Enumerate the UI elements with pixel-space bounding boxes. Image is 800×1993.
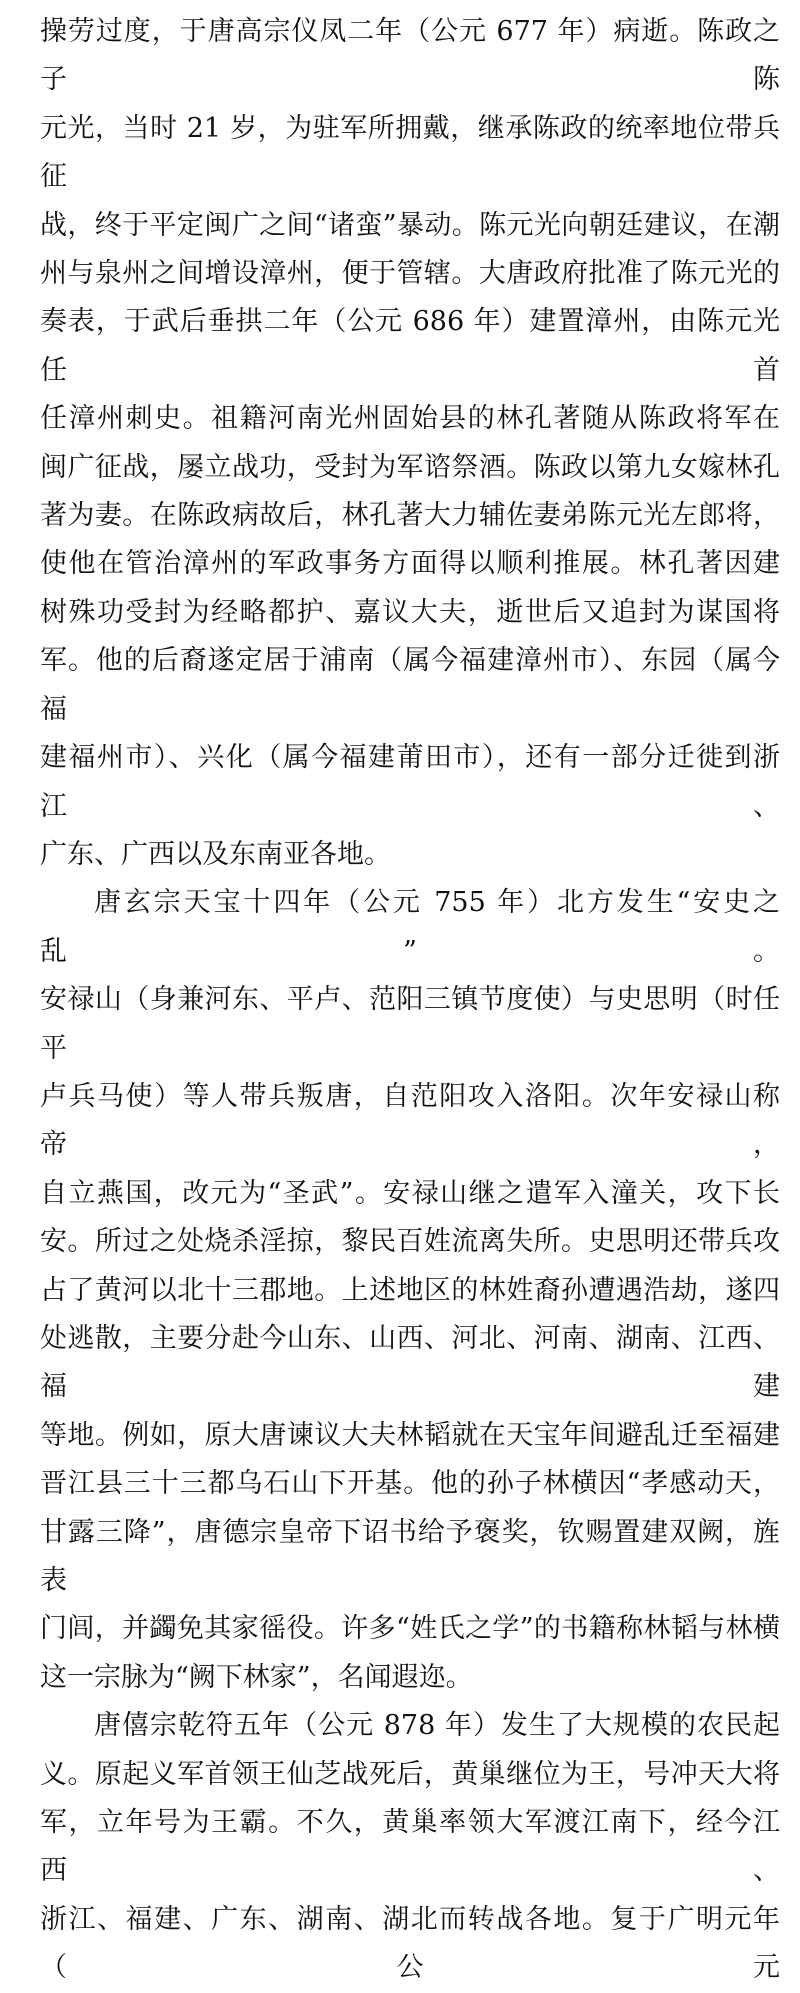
text-line: 使他在管治漳州的军政事务方面得以顺利推展。林孔著因建 bbox=[40, 548, 780, 580]
text-line: 安。所过之处烧杀淫掠，黎民百姓流离失所。史思明还带兵攻 bbox=[40, 1226, 780, 1258]
text-line: 占了黄河以北十三郡地。上述地区的林姓裔孙遭遇浩劫，遂四 bbox=[40, 1274, 780, 1306]
text-line: 军，立年号为王霸。不久，黄巢率领大军渡江南下，经今江西、 bbox=[40, 1807, 780, 1887]
text-line: 奏表，于武后垂拱二年（公元 686 年）建置漳州，由陈元光任首 bbox=[40, 306, 780, 386]
document-page bbox=[40, 8, 780, 1993]
text-line: 处逃散，主要分赴今山东、山西、河北、河南、湖南、江西、福建 bbox=[40, 1322, 780, 1403]
text-line: 唐玄宗天宝十四年（公元 755 年）北方发生“安史之乱”。 bbox=[40, 887, 780, 967]
text-line: 等地。例如，原大唐谏议大夫林韬就在天宝年间避乱迁至福建 bbox=[40, 1419, 780, 1451]
text-line: 任漳州刺史。祖籍河南光州固始县的林孔著随从陈政将军在 bbox=[40, 403, 780, 435]
text-line: 义。原起义军首领王仙芝战死后，黄巢继位为王，号冲天大将 bbox=[40, 1758, 780, 1790]
paragraph-1 bbox=[40, 8, 780, 879]
text-line: 晋江县三十三都乌石山下开基。他的孙子林横因“孝感动天， bbox=[40, 1468, 780, 1500]
text-line: 安禄山（身兼河东、平卢、范阳三镇节度使）与史思明（时任平 bbox=[40, 984, 780, 1064]
text-line: 操劳过度，于唐高宗仪凤二年（公元 677 年）病逝。陈政之子陈 bbox=[40, 16, 780, 96]
text-line: 自立燕国，改元为“圣武”。安禄山继之遣军入潼关，攻下长 bbox=[40, 1177, 780, 1209]
text-line: 州与泉州之间增设漳州，便于管辖。大唐政府批准了陈元光的 bbox=[40, 258, 780, 290]
text-line: 战，终于平定闽广之间“诸蛮”暴动。陈元光向朝廷建议，在潮 bbox=[40, 209, 780, 241]
text-line: 这一宗脉为“阙下林家”，名闻遐迩。 bbox=[40, 1661, 473, 1693]
text-line: 唐僖宗乾符五年（公元 878 年）发生了大规模的农民起 bbox=[94, 1710, 780, 1742]
text-line: 甘露三降”，唐德宗皇帝下诏书给予褒奖，钦赐置建双阙，旌表 bbox=[40, 1516, 780, 1596]
text-line: 元光，当时 21 岁，为驻军所拥戴，继承陈政的统率地位带兵征 bbox=[40, 112, 780, 193]
text-line: 著为妻。在陈政病故后，林孔著大力辅佐妻弟陈元光左郎将， bbox=[40, 500, 780, 532]
paragraph-2 bbox=[40, 879, 780, 1702]
text-line: 建福州市）、兴化（属今福建莆田市），还有一部分迁徙到浙江、 bbox=[40, 742, 780, 822]
text-line: 军。他的后裔遂定居于浦南（属今福建漳州市）、东园（属今福 bbox=[40, 645, 780, 725]
paragraph-3 bbox=[40, 1702, 780, 1992]
text-line: 闽广征战，屡立战功，受封为军谘祭酒。陈政以第九女嫁林孔 bbox=[40, 451, 780, 483]
text-line: 门闾，并蠲免其家徭役。许多“姓氏之学”的书籍称林韬与林横 bbox=[40, 1613, 780, 1645]
text-line: 树殊功受封为经略都护、嘉议大夫，逝世后又追封为谋国将 bbox=[40, 596, 780, 628]
text-line: 广东、广西以及东南亚各地。 bbox=[40, 838, 391, 870]
text-line: 浙江、福建、广东、湖南、湖北而转战各地。复于广明元年（公元 bbox=[40, 1903, 780, 1984]
text-line: 卢兵马使）等人带兵叛唐，自范阳攻入洛阳。次年安禄山称帝， bbox=[40, 1080, 780, 1161]
